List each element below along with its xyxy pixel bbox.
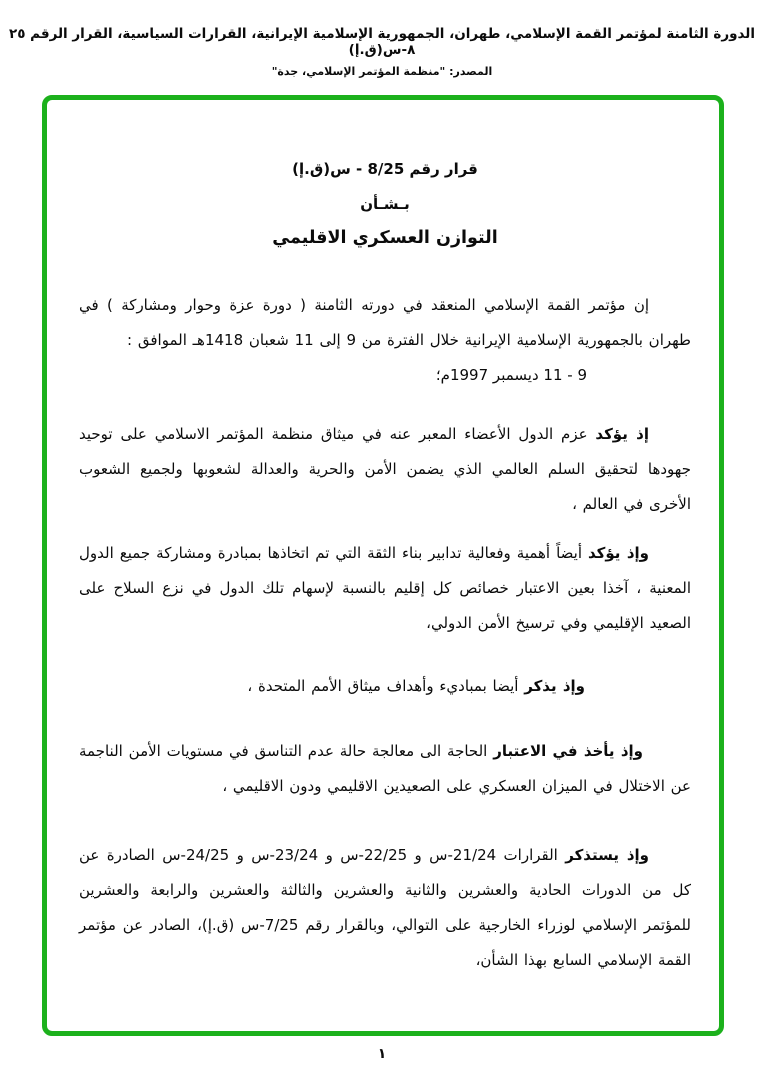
paragraph-recalling-resolutions (79, 838, 691, 978)
paragraph-recalling-charter-text: أيضا بمباديء وأهداف ميثاق الأمم المتحدة ، (247, 677, 519, 695)
paragraph-preamble (79, 288, 691, 358)
paragraph-affirming-lead: إذ يؤكد (595, 425, 649, 443)
page-number: ١ (377, 1046, 387, 1062)
title-subject: التوازن العسكري الاقليمي (272, 228, 498, 248)
paragraph-taking-into-account (79, 734, 691, 804)
header-source: المصدر: "منظمة المؤتمر الإسلامي، جدة" (271, 65, 493, 78)
paragraph-affirming-text: عزم الدول الأعضاء المعبر عنه في ميثاق منظمة المؤتمر الاسلامي على توحيد جهودها لتحقيق السلم العالمي الذي يضمن الأمن والحرية والعدالة لشعوبها ولجميع الشعوب الأخرى في العالم ، (79, 425, 691, 513)
title-regarding: بـشـأن (360, 195, 410, 213)
date-line: 9 - 11 ديسمبر 1997م؛ (435, 366, 587, 384)
paragraph-affirming-also (79, 536, 691, 641)
paragraph-recalling-charter-lead: وإذ يذكر (524, 677, 585, 695)
paragraph-affirming-also-text: أيضاً أهمية وفعالية تدابير بناء الثقة التي تم اتخاذها بمبادرة ومشاركة جميع الدول المعنية ، آخذا بعين الاعتبار خصائص كل إقليم بالنسبة لإسهام تلك الدول في نزع السلاح على الصعيد الإقليمي وفي ترسيخ الأمن الدولي، (79, 544, 691, 632)
paragraph-taking-into-account-lead: وإذ يأخذ في الاعتبار (493, 742, 643, 760)
paragraph-affirming (79, 417, 691, 522)
paragraph-affirming-also-lead: وإذ يؤكد (587, 544, 650, 562)
header-title: الدورة الثامنة لمؤتمر القمة الإسلامي، طهران، الجمهورية الإسلامية الإيرانية، القرارات السياسية، القرار الرقم ٢٥ ٨-س(ق.إ) (8, 26, 755, 58)
document-header (0, 0, 764, 78)
content-border-box (42, 95, 724, 1036)
paragraph-taking-into-account-text: الحاجة الى معالجة حالة عدم التناسق في مستويات الأمن الناجمة عن الاختلال في الميزان العسكري على الصعيدين الاقليمي ودون الاقليمي ، (79, 742, 691, 795)
resolution-number-title: قرار رقم 8/25 - س(ق.إ) (292, 160, 478, 178)
paragraph-recalling-charter (79, 669, 691, 704)
paragraph-recalling-resolutions-text: القرارات 21/24-س و 22/25-س و 23/24-س و 24/25-س الصادرة عن كل من الدورات الحادية والعشرين والثانية والعشرين والثالثة والعشرين والرابعة والعشرين للمؤتمر الإسلامي لوزراء الخارجية على التوالي، وبالقرار رقم 7/25-س (ق.إ)، الصادر عن مؤتمر القمة الإسلامي السابع بهذا الشأن، (79, 846, 691, 969)
paragraph-preamble-text: إن مؤتمر القمة الإسلامي المنعقد في دورته الثامنة ( دورة عزة وحوار ومشاركة ) في طهران بالجمهورية الإسلامية الإيرانية خلال الفترة من 9 إلى 11 شعبان 1418هـ الموافق : (79, 296, 691, 349)
paragraph-recalling-resolutions-lead: وإذ يستذكر (565, 846, 649, 864)
